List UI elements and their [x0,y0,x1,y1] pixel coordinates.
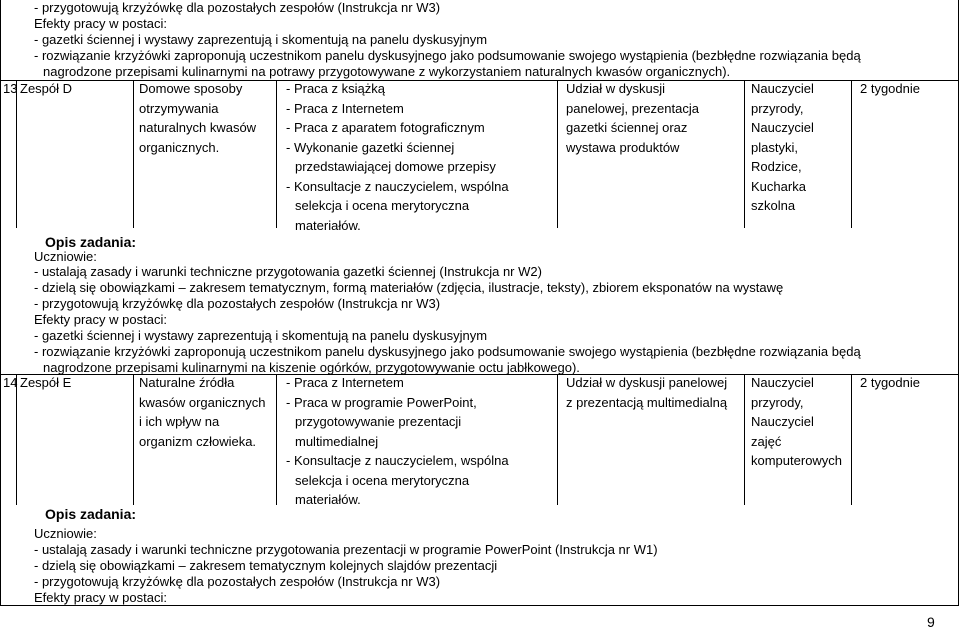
person-line: komputerowych [751,453,843,468]
methods-cell [286,373,509,510]
task-line: Efekty pracy w postaci: [34,312,167,327]
column-divider [557,374,558,505]
column-divider [276,80,277,228]
form-line: panelowej, prezentacja [566,100,699,116]
duration: 2 tygodnie [860,375,920,390]
topic-cell [139,373,265,451]
task-description [34,526,658,606]
method-line: materiałów. [295,492,361,507]
column-divider [557,80,558,228]
task-line: - przygotowują krzyżówkę dla pozostałych zespołów (Instrukcja nr W3) [34,296,441,311]
row-number: 13 [3,81,18,96]
topic-line: otrzymywania [139,100,219,116]
column-divider [16,374,17,505]
people-cell [751,373,842,471]
text-line: nagrodzone przepisami kulinarnymi na potrawy przygotowywane z wykorzystaniem naturalnych kwasów organicznych). [43,64,731,79]
task-line: nagrodzone przepisami kulinarnymi na kiszenie ogórków, przygotowywanie octu jabłkowego). [43,360,580,375]
form-line: gazetki ściennej oraz [566,120,688,135]
method-line: - Praca w programie PowerPoint, [286,394,477,410]
form-cell [566,373,727,412]
topic-cell [139,79,256,157]
method-line: selekcja i ocena merytoryczna [295,472,470,488]
method-line: przygotowywanie prezentacji [295,414,462,429]
text-line: - przygotowują krzyżówkę dla pozostałych zespołów (Instrukcja nr W3) [34,0,441,15]
person-line: Nauczyciel [751,375,814,390]
team-name: Zespół E [20,375,72,390]
column-divider [851,374,852,505]
person-line: plastyki, [751,139,798,155]
column-divider [276,374,277,505]
table-right-border [958,0,959,606]
form-line: z prezentacją multimedialną [566,394,728,410]
task-line: Uczniowie: [34,249,97,264]
task-label: Opis zadania: [45,234,137,250]
person-line: przyrody, [751,394,804,410]
method-line: - Praca z książką [286,81,385,96]
topic-line: organizm człowieka. [139,433,257,449]
method-line: selekcja i ocena merytoryczna [295,198,470,213]
method-line: materiałów. [295,217,361,233]
column-divider [851,80,852,228]
task-line: Efekty pracy w postaci: [34,590,167,605]
task-line: - dzielą się obowiązkami – zakresem tematycznym kolejnych slajdów prezentacji [34,558,498,573]
person-line: Nauczyciel [751,81,814,96]
team-name: Zespół D [20,81,73,96]
person-line: Kucharka [751,178,806,194]
topic-line: i ich wpływ na [139,414,220,429]
column-divider [133,374,134,505]
person-line: zajęć [751,433,782,449]
method-line: multimedialnej [295,433,379,449]
person-line: Nauczyciel [751,414,814,429]
people-cell [751,79,814,216]
topic-line: naturalnych kwasów [139,120,257,135]
task-line: Uczniowie: [34,526,97,541]
text-line: Efekty pracy w postaci: [34,16,167,31]
method-line: - Praca z Internetem [286,100,404,116]
topic-line: organicznych. [139,139,220,155]
person-line: przyrody, [751,100,804,116]
task-line: - rozwiązanie krzyżówki zaproponują uczestnikom panelu dyskusyjnego jako podsumowanie swojego wystąpienia (bezbłędne rozwiązania będą [34,344,861,359]
task-description [34,250,861,376]
form-line: wystawa produktów [566,139,680,155]
page-number: 9 [927,614,935,630]
person-line: Rodzice, [751,159,802,174]
form-line: Udział w dyskusji panelowej [566,375,728,390]
method-line: przedstawiającej domowe przepisy [295,159,496,174]
form-cell [566,79,699,157]
task-label: Opis zadania: [45,506,137,522]
top-continuation-block [34,0,861,80]
topic-line: Naturalne źródła [139,375,235,390]
text-line: - rozwiązanie krzyżówki zaproponują uczestnikom panelu dyskusyjnego jako podsumowanie swojego wystąpienia (bezbłędne rozwiązania będą [34,48,861,63]
column-divider [744,374,745,505]
table-left-border [0,0,1,606]
form-line: Udział w dyskusji [566,81,665,96]
method-line: - Praca z aparatem fotograficznym [286,120,485,135]
row-number: 14 [3,375,18,390]
column-divider [744,80,745,228]
methods-cell [286,79,509,235]
method-line: - Wykonanie gazetki ściennej [286,139,455,155]
method-line: - Konsultacje z nauczycielem, wspólna [286,178,509,194]
text-line: - gazetki ściennej i wystawy zaprezentują i skomentują na panelu dyskusyjnym [34,32,488,47]
task-line: - dzielą się obowiązkami – zakresem tematycznym, formą materiałów (zdjęcia, ilustracje, teksty), zbiorem eksponatów na wystawę [34,280,784,295]
task-line: - ustalają zasady i warunki techniczne przygotowania prezentacji w programie PowerPoint (Instrukcja nr W1) [34,542,658,557]
task-line: - gazetki ściennej i wystawy zaprezentują i skomentują na panelu dyskusyjnym [34,328,488,343]
person-line: Nauczyciel [751,120,814,135]
duration: 2 tygodnie [860,81,920,96]
task-line: - przygotowują krzyżówkę dla pozostałych zespołów (Instrukcja nr W3) [34,574,441,589]
column-divider [133,80,134,228]
topic-line: kwasów organicznych [139,394,266,410]
method-line: - Konsultacje z nauczycielem, wspólna [286,453,509,468]
topic-line: Domowe sposoby [139,81,243,96]
person-line: szkolna [751,198,796,213]
column-divider [16,80,17,228]
task-line: - ustalają zasady i warunki techniczne przygotowania gazetki ściennej (Instrukcja nr W2) [34,264,542,279]
method-line: - Praca z Internetem [286,375,404,390]
